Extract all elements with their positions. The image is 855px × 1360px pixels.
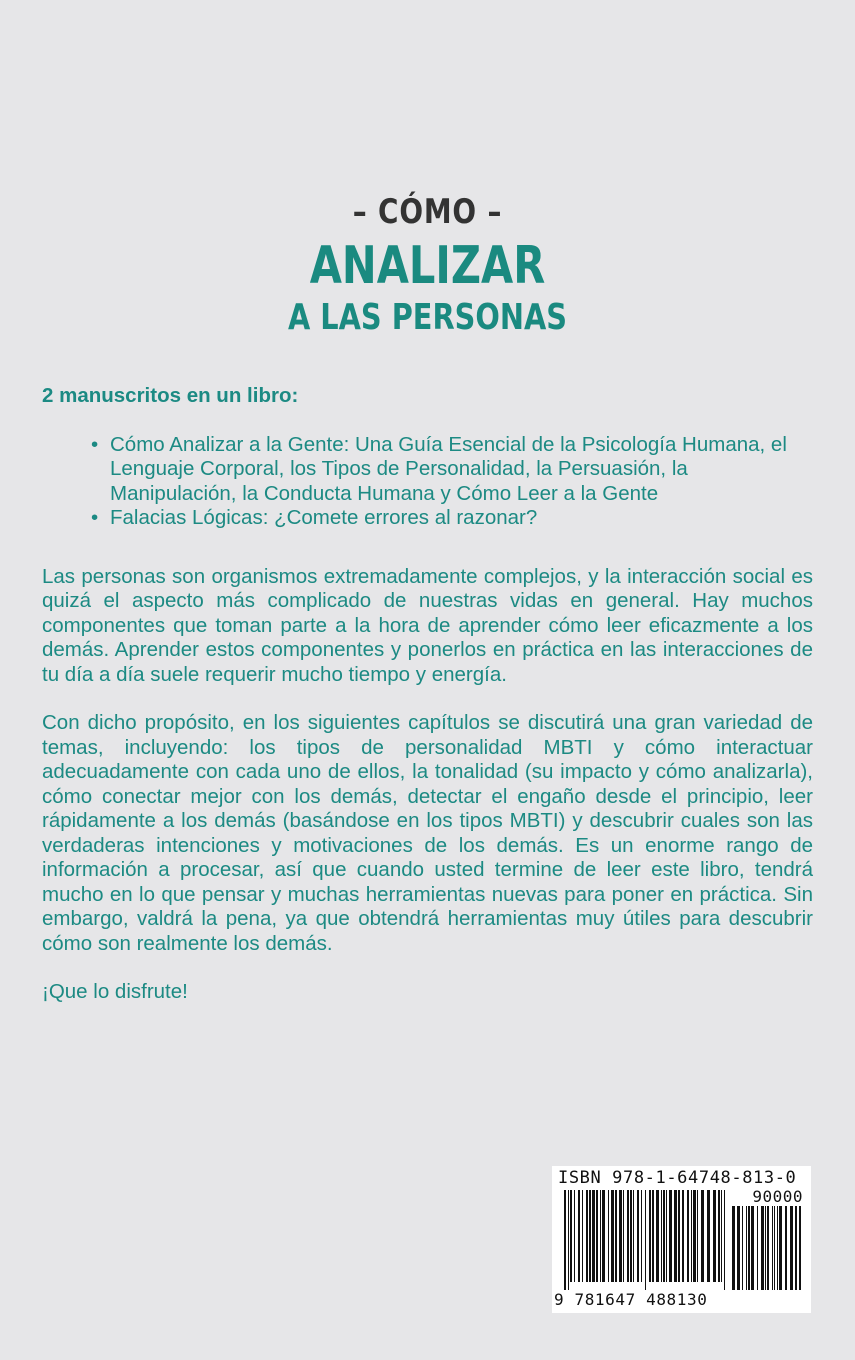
title-line-analizar: ANALIZAR [309, 236, 546, 296]
cover-title [0, 190, 855, 340]
subtitle: 2 manuscritos en un libro: [42, 384, 299, 407]
list-item: • Cómo Analizar a la Gente: Una Guía Esencial de la Psicología Humana, el Lenguaje Corporal, los Tipos de Personalidad, la Persuasión, la Manipulación, la Conducta Humana y Cómo Leer a la Gente [110, 433, 813, 507]
barcode-digits: 9 781647 488130 [554, 1290, 708, 1309]
price-code: 90000 [752, 1187, 803, 1206]
back-cover-text [42, 384, 813, 1029]
manuscript-list [42, 433, 813, 531]
isbn-barcode [552, 1166, 811, 1313]
title-line-personas: A LAS PERSONAS [287, 297, 568, 338]
list-item: • Falacias Lógicas: ¿Comete errores al razonar? [110, 506, 813, 531]
addon-barcode-bars [732, 1206, 804, 1290]
closing-line: ¡Que lo disfrute! [42, 980, 188, 1003]
barcode-bars [564, 1190, 728, 1290]
isbn-label: ISBN 978-1-64748-813-0 [558, 1168, 797, 1188]
title-line-como: – CÓMO – [352, 192, 503, 232]
paragraph: Las personas son organismos extremadamente complejos, y la interacción social es quizá el aspecto más complicado de nuestras vidas en general. Hay muchos componentes que toman parte a la hora de aprender cómo leer eficazmente a los demás. Aprender estos componentes y ponerlos en práctica en las interacciones de tu día a día suele requerir mucho tiempo y energía. [42, 564, 813, 686]
paragraph: Con dicho propósito, en los siguientes capítulos se discutirá una gran variedad de temas, incluyendo: los tipos de personalidad MBTI y cómo interactuar adecuadamente con cada uno de ellos, la tonalidad (su impacto y cómo analizarla), cómo conectar mejor con los demás, detectar el engaño desde el principio, leer rápidamente a los demás (basándose en los tipos MBTI) y descubrir cuales son las verdaderas intenciones y motivaciones de los demás. Es un enorme rango de información a procesar, así que cuando usted termine de leer este libro, tendrá mucho en lo que pensar y muchas herramientas nuevas para poner en práctica. Sin embargo, valdrá la pena, ya que obtendrá herramientas muy útiles para descubrir cómo son realmente los demás. [42, 711, 813, 955]
